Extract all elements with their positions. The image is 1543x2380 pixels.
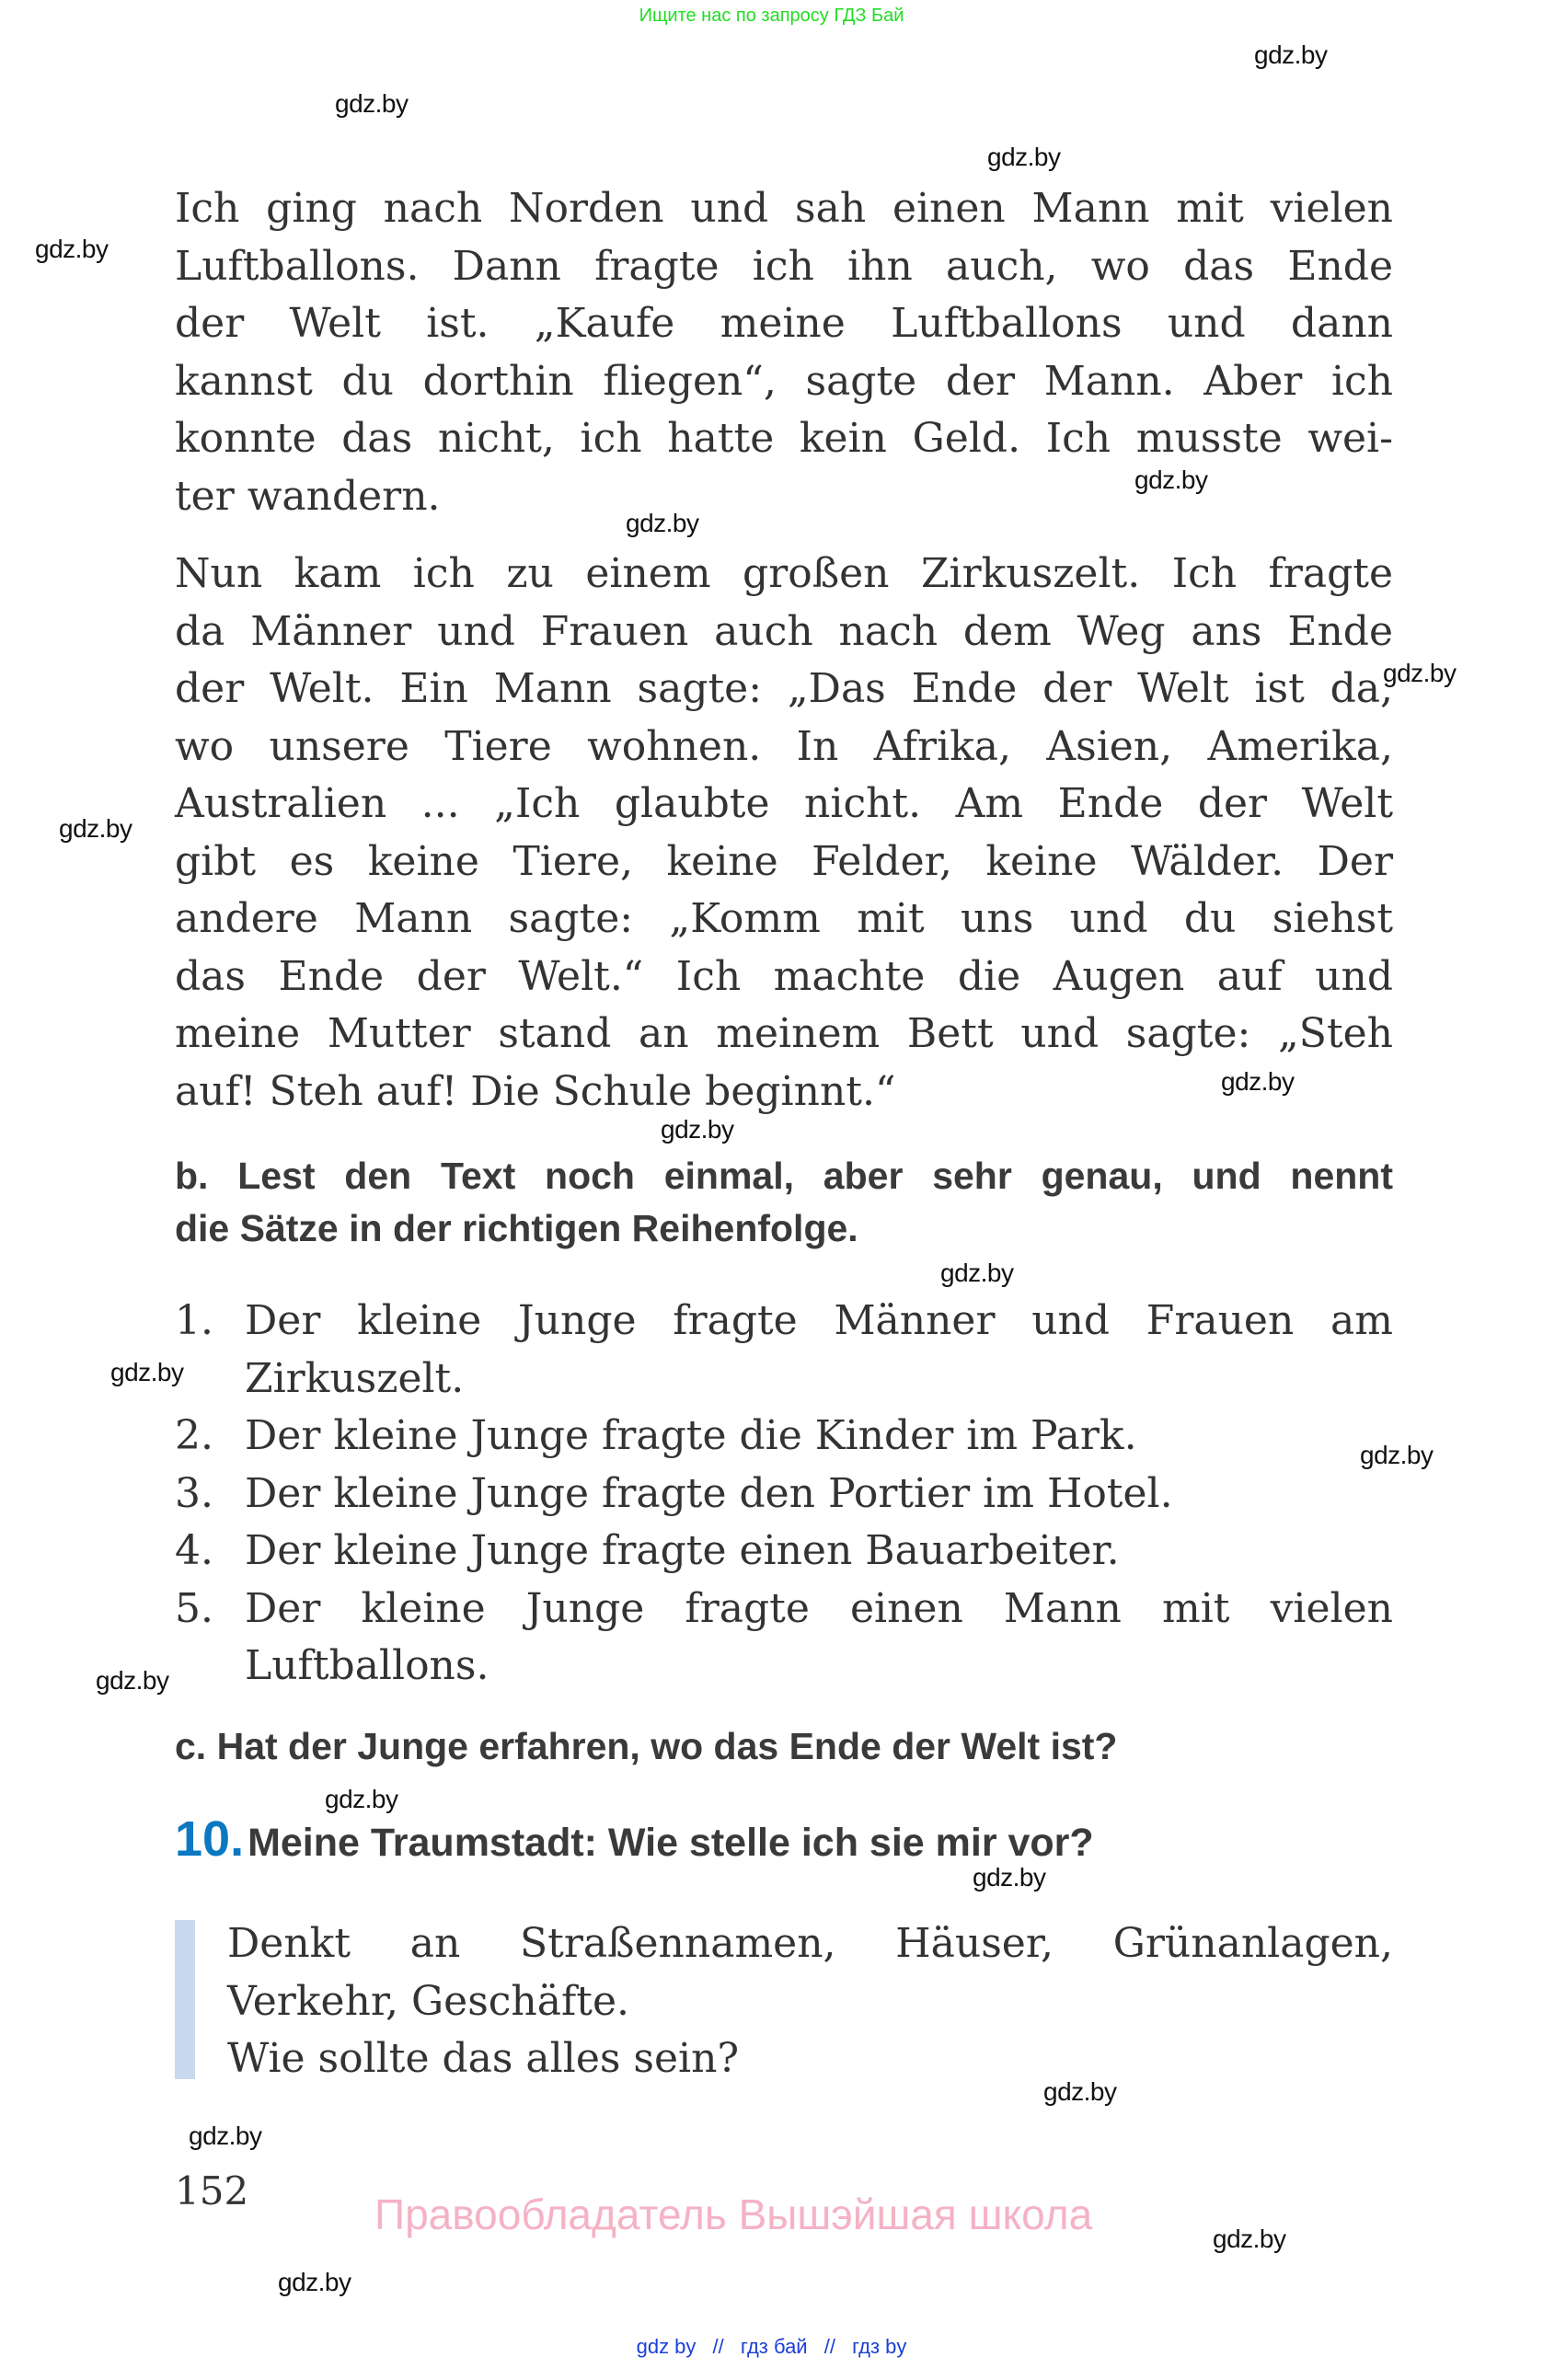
text-line: wo unsere Tiere wohnen. In Afrika, Asien, Amerika, [175, 722, 1393, 770]
task-b-instruction [175, 1150, 1393, 1255]
footer-link-gdz-by-cyrillic[interactable]: гдз by [852, 2335, 907, 2358]
watermark: gdz.by [1360, 1441, 1434, 1469]
text-line: Nun kam ich zu einem großen Zirkuszelt. Ich fragte [175, 550, 1393, 597]
watermark: gdz.by [59, 814, 132, 843]
text-line: Der kleine Junge fragte einen Mann mit vielen [245, 1584, 1393, 1632]
list-item [175, 1408, 1393, 1466]
text-line: Ich ging nach Norden und sah einen Mann mit vielen [175, 185, 1393, 232]
exercise-10-heading [175, 1811, 1094, 1868]
item-number: 5. [175, 1584, 213, 1632]
list-item [175, 1466, 1393, 1523]
hint-block [227, 1915, 1393, 2088]
watermark: gdz.by [1213, 2225, 1286, 2253]
text-line: Zirkuszelt. [245, 1354, 465, 1402]
exercise-number: 10. [175, 1811, 245, 1867]
sentence-list [175, 1293, 1393, 1696]
watermark: gdz.by [1134, 466, 1208, 494]
text-line: kannst du dorthin fliegen“, sagte der Mann. Aber ich [175, 357, 1393, 405]
text-line: Der kleine Junge fragte einen Bauarbeiter. [245, 1527, 1120, 1574]
watermark: gdz.by [325, 1785, 398, 1813]
text-line: meine Mutter stand an meinem Bett und sagte: „Steh [175, 1010, 1393, 1057]
watermark: gdz.by [973, 1863, 1046, 1891]
page-number: 152 [175, 2168, 249, 2213]
text-line: konnte das nicht, ich hatte kein Geld. Ich musste wei- [175, 415, 1393, 462]
text-line: ter wandern. [175, 472, 441, 520]
text-line: die Sätze in der richtigen Reihenfolge. [175, 1207, 858, 1249]
watermark: gdz.by [96, 1666, 169, 1695]
text-line: Luftballons. [245, 1642, 489, 1689]
task-c-question [175, 1720, 1393, 1773]
watermark: gdz.by [1043, 2077, 1117, 2106]
rights-holder-notice: Правообладатель Вышэйшая школа [374, 2190, 1093, 2238]
footer-link-gdz-bay[interactable]: гдз бай [740, 2335, 808, 2358]
list-item [175, 1581, 1393, 1696]
text-line: Verkehr, Geschäfte. [227, 1977, 629, 2025]
text-line: da Männer und Frauen auch nach dem Weg ans Ende [175, 607, 1393, 655]
footer-links [0, 2335, 1543, 2359]
item-number: 1. [175, 1297, 213, 1344]
watermark: gdz.by [335, 89, 409, 118]
list-item [175, 1523, 1393, 1581]
text-line: Luftballons. Dann fragte ich ihn auch, wo das Ende [175, 242, 1393, 290]
list-item [175, 1293, 1393, 1408]
watermark: gdz.by [626, 509, 699, 537]
text-line: Australien ... „Ich glaubte nicht. Am Ende der Welt [175, 780, 1393, 827]
text-line: Wie sollte das alles sein? [227, 2035, 740, 2082]
search-banner: Ищите нас по запросу ГДЗ Бай [639, 6, 904, 26]
text-line: Der kleine Junge fragte die Kinder im Park. [245, 1412, 1137, 1459]
text-line: der Welt. Ein Mann sagte: „Das Ende der Welt ist da, [175, 665, 1393, 712]
text-line: gibt es keine Tiere, keine Felder, keine Wälder. Der [175, 837, 1393, 885]
text-line: der Welt ist. „Kaufe meine Luftballons und dann [175, 300, 1393, 347]
item-number: 4. [175, 1527, 213, 1574]
watermark: gdz.by [110, 1358, 184, 1386]
watermark: gdz.by [987, 143, 1061, 171]
story-paragraph-2 [175, 546, 1393, 1121]
watermark: gdz.by [1383, 659, 1457, 687]
text-line: c. Hat der Junge erfahren, wo das Ende der Welt ist? [175, 1725, 1118, 1767]
watermark: gdz.by [661, 1115, 734, 1144]
exercise-title: Meine Traumstadt: Wie stelle ich sie mir vor? [248, 1821, 1094, 1865]
footer-link-gdz-by[interactable]: gdz by [636, 2335, 697, 2358]
watermark: gdz.by [940, 1259, 1014, 1287]
watermark: gdz.by [189, 2121, 262, 2150]
watermark: gdz.by [1254, 40, 1328, 69]
story-paragraph-1 [175, 180, 1393, 525]
hint-accent-bar [175, 1920, 195, 2079]
text-line: andere Mann sagte: „Komm mit uns und du siehst [175, 895, 1393, 942]
text-line: Der kleine Junge fragte Männer und Frauen am [245, 1297, 1393, 1344]
text-line: b. Lest den Text noch einmal, aber sehr genau, und nennt [175, 1155, 1393, 1197]
text-line: auf! Steh auf! Die Schule beginnt.“ [175, 1067, 896, 1115]
text-line: das Ende der Welt.“ Ich machte die Augen auf und [175, 952, 1393, 1000]
item-number: 2. [175, 1412, 213, 1459]
item-number: 3. [175, 1469, 213, 1517]
watermark: gdz.by [278, 2268, 351, 2296]
text-line: Denkt an Straßennamen, Häuser, Grünanlagen, [227, 1920, 1393, 1967]
separator: // [823, 2335, 835, 2358]
separator: // [712, 2335, 724, 2358]
watermark: gdz.by [1221, 1067, 1295, 1096]
text-line: Der kleine Junge fragte den Portier im Hotel. [245, 1469, 1173, 1517]
watermark: gdz.by [35, 235, 109, 263]
